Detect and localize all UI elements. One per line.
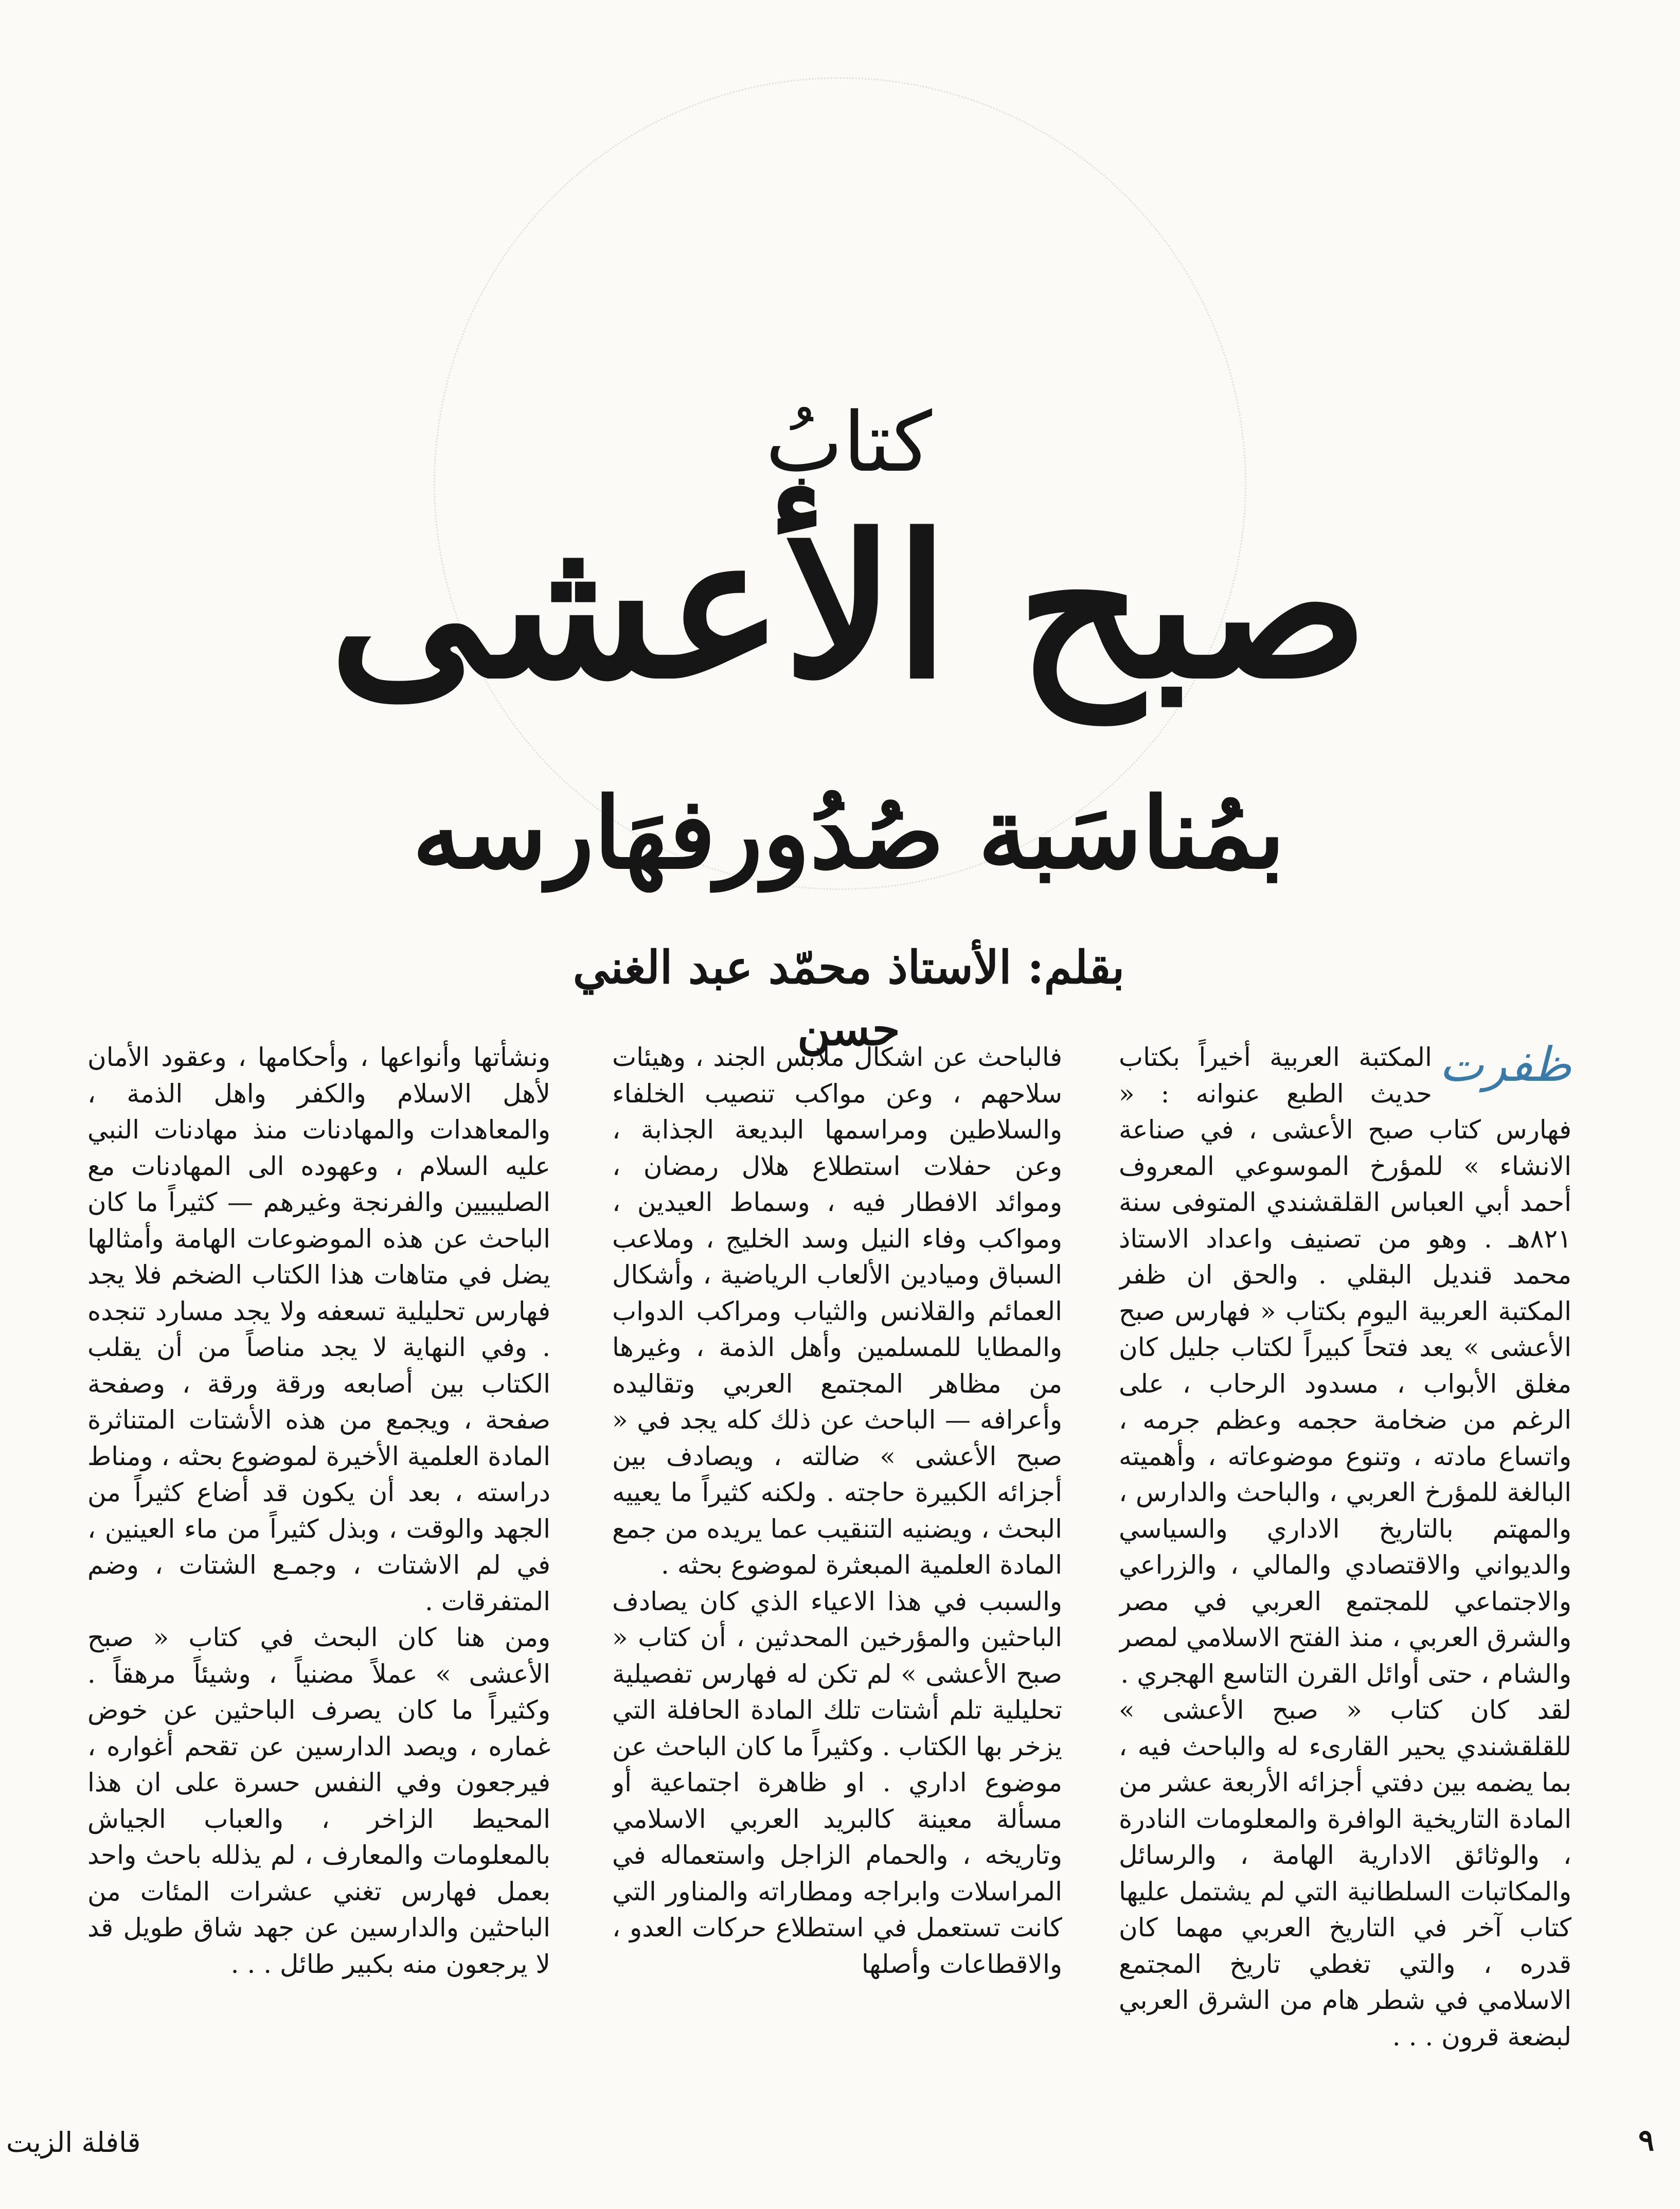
- article-paragraph: لقد كان كتاب « صبح الأعشى » للقلقشندي يحير القارىء له والباحث فيه ، بما يضمه بين دفتي أجزائه الأربعة عشر من المادة التاريخية الوافرة والمعلومات النادرة ، والوثائق الادارية الهامة ، والرسائل والمكاتبات السلطانية التي لم يشتمل عليها كتاب آخر في التاريخ العربي مهما كان قدره ، والتي تغطي تاريخ المجتمع الاسلامي في شطر هام من الشرق العربي لبضعة قرون . . .: [1119, 1695, 1571, 2052]
- article-paragraph: [1119, 1039, 1571, 1692]
- author-byline: بقلم: الأستاذ محمّد عبد الغني حسن: [573, 940, 1125, 1056]
- page-subtitle: بمُناسَبة صُدُورفهَارسه: [412, 776, 1285, 890]
- decorated-initial-word: ظفرت: [1439, 1039, 1571, 1092]
- article-column-right: [1119, 1039, 1571, 2078]
- article-paragraph: والسبب في هذا الاعياء الذي كان يصادف الباحثين والمؤرخين المحدثين ، أن كتاب « صبح الأعشى » لم تكن له فهارس تفصيلية تحليلية تلم أشتات تلك المادة الحافلة التي يزخر بها الكتاب . وكثيراً ما كان الباحث عن موضوع اداري . او ظاهرة اجتماعية أو مسألة معينة كالبريد العربي الاسلامي وتاريخه ، والحمام الزاجل واستعماله في المراسلات وابراجه ومطاراته والمناور التي كانت تستعمل في استطلاع حركات العدو ، والاقطاعات وأصلها: [612, 1586, 1062, 1979]
- title-kitab: كتابُ: [765, 394, 932, 490]
- article-paragraph: فالباحث عن اشكال ملابس الجند ، وهيئات سلاحهم ، وعن مواكب تنصيب الخلفاء والسلاطين ومراسمها البديعة الجذابة ، وعن حفلات استطلاع هلال رمضان ، وموائد الافطار فيه ، وسماط العيدين ، ومواكب وفاء النيل وسد الخليج ، وملاعب السباق وميادين الألعاب الرياضية ، وأشكال العمائم والقلانس والثياب ومراكب الدواب والمطايا للمسلمين وأهل الذمة ، وغيرها من مظاهر المجتمع العربي وتقاليده وأعرافه — الباحث عن ذلك كله يجد في « صبح الأعشى » ضالته ، ويصادف بين أجزائه الكبيرة حاجته . ولكنه كثيراً ما يعييه البحث ، ويضنيه التنقيب عما يريده من جمع المادة العلمية المبعثرة لموضوع بحثه .: [612, 1042, 1062, 1580]
- article-column-left: [87, 1039, 550, 2078]
- article-column-middle: [612, 1039, 1062, 2078]
- page-number: ٩: [1638, 2123, 1654, 2158]
- magazine-name: قافلة الزيت: [6, 2126, 141, 2159]
- paragraph-text: المكتبة العربية أخيراً بكتاب حديث الطبع عنوانه : « فهارس كتاب صبح الأعشى ، في صناعة الانشاء » للمؤرخ الموسوعي المعروف أحمد أبي العباس القلقشندي المتوفى سنة ٨٢١هـ . وهو من تصنيف واعداد الاستاذ محمد قنديل البقلي . والحق ان ظفر المكتبة العربية اليوم بكتاب « فهارس صبح الأعشى » يعد فتحاً كبيراً لكتاب جليل كان مغلق الأبواب ، مسدود الرحاب ، على الرغم من ضخامة حجمه وعظم جرمه ، واتساع مادته ، وتنوع موضوعاته ، وأهميته البالغة للمؤرخ العربي ، والباحث والدارس ، والمهتم بالتاريخ الاداري والسياسي والديواني والاقتصادي والمالي ، والزراعي والاجتماعي للمجتمع العربي في مصر والشرق العربي ، منذ الفتح الاسلامي لمصر والشام ، حتى أوائل القرن التاسع الهجري .: [1119, 1042, 1571, 1689]
- article-paragraph: ومن هنا كان البحث في كتاب « صبح الأعشى » عملاً مضنياً ، وشيئاً مرهقاً . وكثيراً ما كان يصرف الباحثين عن خوض غماره ، ويصد الدارسين عن تقحم أغواره ، فيرجعون وفي النفس حسرة على ان هذا المحيط الزاخر ، والعباب الجياش بالمعلومات والمعارف ، لم يذلله باحث واحد بعمل فهارس تغني عشرات المئات من الباحثين والدارسين عن جهد شاق طويل قد لا يرجعون منه بكبير طائل . . .: [87, 1623, 550, 1979]
- article-paragraph: ونشأتها وأنواعها ، وأحكامها ، وعقود الأمان لأهل الاسلام والكفر واهل الذمة ، والمعاهدات والمهادنات منذ مهادنات النبي عليه السلام ، وعهوده الى المهادنات مع الصليبيين والفرنجة وغيرهم — كثيراً ما كان الباحث عن هذه الموضوعات الهامة وأمثالها يضل في متاهات هذا الكتاب الضخم فلا يجد فهارس تحليلية تسعفه ولا يجد مسارد تنجده . وفي النهاية لا يجد مناصاً من أن يقلب الكتاب بين أصابعه ورقة ورقة ، وصفحة صفحة ، ويجمع من هذه الأشتات المتناثرة المادة العلمية الأخيرة لموضوع بحثه ، ومناط دراسته ، بعد أن يكون قد أضاع كثيراً من الجهد والوقت ، وبذل كثيراً من ماء العينين ، في لم الاشتات ، وجمـع الشتات ، وضم المتفرقات .: [87, 1042, 550, 1616]
- page-title: صبح الأعشى: [329, 492, 1368, 722]
